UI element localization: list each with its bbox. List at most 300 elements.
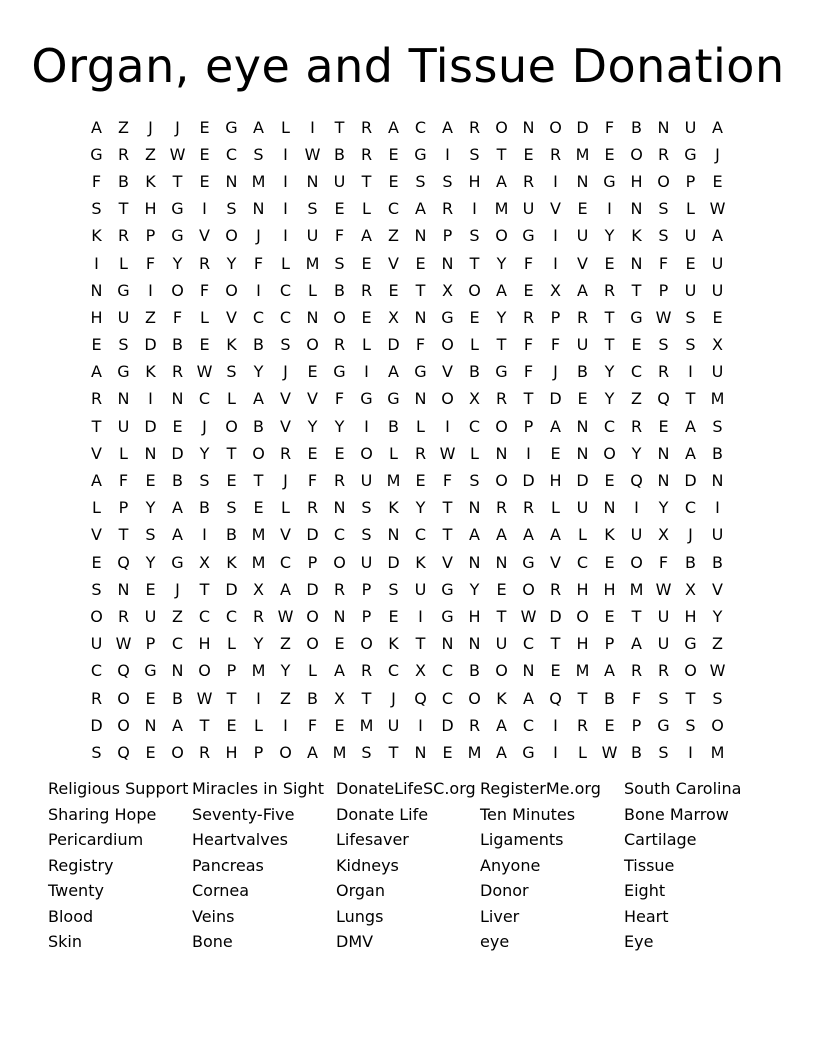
grid-letter: J	[283, 471, 288, 491]
grid-letter: L	[308, 280, 317, 300]
grid-letter: P	[226, 661, 237, 681]
grid-letter: R	[333, 579, 346, 599]
grid-letter: Z	[172, 606, 183, 626]
grid-letter: R	[603, 280, 616, 300]
grid-letter: T	[631, 280, 642, 300]
grid-letter: I	[688, 362, 693, 382]
grid-letter: X	[685, 579, 696, 599]
grid-letter: T	[118, 525, 129, 545]
grid-letter: J	[256, 226, 261, 246]
grid-letter: A	[253, 117, 264, 137]
grid-letter: M	[710, 742, 725, 762]
grid-letter: T	[496, 335, 507, 355]
grid-letter: S	[469, 226, 480, 246]
grid-letter: N	[711, 471, 724, 491]
grid-row	[83, 141, 743, 168]
grid-letter: R	[306, 498, 319, 518]
grid-letter: E	[334, 443, 345, 463]
grid-letter: R	[90, 389, 103, 409]
grid-letter: A	[523, 525, 534, 545]
grid-letter: G	[387, 389, 400, 409]
grid-letter: R	[657, 144, 670, 164]
grid-letter: L	[578, 525, 587, 545]
word-bank-item: Lungs	[336, 906, 384, 926]
grid-letter: R	[117, 144, 130, 164]
grid-letter: O	[684, 661, 697, 681]
grid-letter: S	[91, 579, 102, 599]
grid-row	[83, 277, 743, 304]
grid-letter: C	[333, 525, 346, 545]
grid-letter: N	[522, 117, 535, 137]
grid-letter: N	[306, 171, 319, 191]
grid-letter: G	[414, 144, 427, 164]
grid-letter: K	[496, 688, 507, 708]
grid-letter: I	[553, 226, 558, 246]
grid-letter: U	[522, 199, 535, 219]
grid-letter: V	[280, 389, 291, 409]
grid-letter: Y	[712, 606, 723, 626]
grid-letter: C	[225, 606, 238, 626]
grid-letter: N	[333, 498, 346, 518]
word-bank-item: Blood	[48, 906, 94, 926]
word-bank-item: Heartvalves	[192, 830, 288, 849]
grid-letter: A	[172, 525, 183, 545]
grid-letter: T	[685, 389, 696, 409]
grid-letter: S	[361, 498, 372, 518]
grid-letter: O	[171, 742, 184, 762]
grid-letter: Q	[630, 471, 643, 491]
grid-letter: O	[468, 688, 481, 708]
grid-letter: C	[387, 661, 400, 681]
grid-letter: U	[414, 579, 427, 599]
grid-letter: E	[145, 742, 156, 762]
grid-letter: O	[441, 335, 454, 355]
grid-letter: E	[415, 471, 426, 491]
grid-letter: A	[631, 634, 642, 654]
grid-letter: I	[607, 199, 612, 219]
word-bank-column	[480, 778, 624, 957]
grid-letter: N	[414, 226, 427, 246]
grid-row	[83, 332, 743, 359]
grid-letter: K	[91, 226, 102, 246]
grid-row	[83, 359, 743, 386]
grid-letter: D	[144, 335, 157, 355]
grid-letter: B	[604, 688, 615, 708]
grid-letter: Y	[307, 416, 318, 436]
grid-letter: G	[522, 742, 535, 762]
grid-letter: I	[553, 171, 558, 191]
grid-letter: A	[496, 715, 507, 735]
grid-letter: R	[117, 606, 130, 626]
grid-letter: Y	[469, 579, 480, 599]
grid-letter: J	[688, 525, 693, 545]
grid-letter: E	[91, 552, 102, 572]
grid-letter: N	[387, 525, 400, 545]
grid-letter: C	[198, 606, 211, 626]
grid-letter: U	[387, 715, 400, 735]
grid-letter: C	[603, 416, 616, 436]
grid-letter: T	[631, 606, 642, 626]
grid-letter: E	[712, 307, 723, 327]
grid-letter: O	[360, 443, 373, 463]
grid-letter: V	[577, 253, 588, 273]
grid-letter: X	[415, 661, 426, 681]
grid-letter: E	[226, 715, 237, 735]
grid-letter: V	[712, 579, 723, 599]
grid-letter: E	[577, 389, 588, 409]
grid-letter: P	[253, 742, 264, 762]
grid-letter: A	[91, 117, 102, 137]
grid-letter: L	[281, 253, 290, 273]
grid-letter: A	[496, 525, 507, 545]
grid-letter: U	[144, 606, 157, 626]
grid-letter: S	[685, 307, 696, 327]
grid-letter: E	[523, 144, 534, 164]
word-bank-item: Religious Support	[48, 779, 189, 798]
grid-letter: H	[90, 307, 103, 327]
grid-letter: U	[117, 307, 130, 327]
grid-letter: D	[171, 443, 184, 463]
grid-letter: L	[362, 199, 371, 219]
word-bank-item: Lifesaver	[336, 830, 409, 849]
grid-letter: P	[361, 606, 372, 626]
grid-letter: I	[688, 742, 693, 762]
word-bank-item: Registry	[48, 855, 114, 875]
grid-letter: V	[307, 389, 318, 409]
grid-letter: F	[172, 307, 183, 327]
grid-letter: N	[576, 416, 589, 436]
grid-letter: R	[198, 742, 211, 762]
grid-letter: E	[469, 307, 480, 327]
grid-letter: R	[495, 498, 508, 518]
grid-letter: Y	[604, 226, 615, 246]
grid-letter: B	[199, 498, 210, 518]
grid-letter: O	[279, 742, 292, 762]
grid-row	[83, 413, 743, 440]
grid-letter: E	[91, 335, 102, 355]
grid-letter: J	[148, 117, 153, 137]
grid-letter: L	[416, 416, 425, 436]
grid-letter: M	[575, 661, 590, 681]
grid-letter: M	[629, 579, 644, 599]
grid-letter: A	[91, 471, 102, 491]
grid-letter: E	[604, 253, 615, 273]
grid-letter: E	[523, 280, 534, 300]
grid-letter: N	[414, 742, 427, 762]
grid-letter: I	[634, 498, 639, 518]
grid-letter: D	[144, 416, 157, 436]
grid-letter: R	[630, 661, 643, 681]
grid-letter: A	[388, 117, 399, 137]
grid-letter: L	[551, 498, 560, 518]
grid-letter: S	[415, 171, 426, 191]
grid-letter: R	[630, 416, 643, 436]
grid-letter: Y	[496, 307, 507, 327]
grid-letter: I	[715, 498, 720, 518]
grid-letter: R	[657, 661, 670, 681]
grid-letter: O	[630, 552, 643, 572]
grid-letter: S	[145, 525, 156, 545]
grid-letter: K	[415, 552, 426, 572]
grid-letter: R	[522, 171, 535, 191]
grid-letter: S	[712, 416, 723, 436]
grid-letter: U	[711, 253, 724, 273]
grid-row	[83, 168, 743, 195]
grid-letter: S	[361, 742, 372, 762]
grid-letter: E	[334, 634, 345, 654]
word-bank-item: Bone Marrow	[624, 804, 729, 824]
grid-letter: O	[225, 280, 238, 300]
grid-letter: B	[118, 171, 129, 191]
grid-letter: C	[576, 552, 589, 572]
grid-letter: C	[279, 307, 292, 327]
grid-letter: K	[145, 171, 156, 191]
grid-letter: M	[251, 525, 266, 545]
grid-letter: F	[415, 335, 426, 355]
grid-letter: T	[118, 199, 129, 219]
grid-letter: I	[283, 171, 288, 191]
grid-letter: T	[496, 144, 507, 164]
grid-letter: I	[364, 362, 369, 382]
grid-letter: F	[334, 389, 345, 409]
grid-letter: D	[549, 606, 562, 626]
grid-letter: O	[333, 552, 346, 572]
grid-letter: I	[283, 715, 288, 735]
grid-letter: T	[226, 688, 237, 708]
grid-letter: L	[254, 715, 263, 735]
grid-letter: T	[577, 688, 588, 708]
grid-letter: C	[522, 715, 535, 735]
grid-letter: C	[279, 552, 292, 572]
grid-letter: Y	[604, 362, 615, 382]
grid-letter: N	[657, 443, 670, 463]
grid-letter: B	[172, 471, 183, 491]
grid-letter: N	[414, 389, 427, 409]
grid-letter: X	[334, 688, 345, 708]
grid-letter: U	[711, 525, 724, 545]
grid-letter: N	[468, 498, 481, 518]
grid-letter: F	[118, 471, 129, 491]
grid-letter: W	[655, 307, 672, 327]
grid-letter: W	[169, 144, 186, 164]
grid-row	[83, 114, 743, 141]
grid-letter: S	[199, 471, 210, 491]
grid-letter: U	[630, 525, 643, 545]
grid-letter: M	[251, 661, 266, 681]
word-bank-item: Ten Minutes	[480, 804, 576, 824]
grid-letter: G	[144, 661, 157, 681]
grid-letter: V	[442, 552, 453, 572]
grid-letter: F	[91, 171, 102, 191]
grid-letter: T	[172, 171, 183, 191]
grid-letter: D	[684, 471, 697, 491]
grid-letter: H	[468, 606, 481, 626]
grid-letter: T	[604, 307, 615, 327]
grid-letter: G	[603, 171, 616, 191]
grid-letter: F	[307, 471, 318, 491]
grid-letter: N	[90, 280, 103, 300]
grid-letter: N	[495, 443, 508, 463]
grid-letter: U	[684, 280, 697, 300]
grid-letter: R	[441, 199, 454, 219]
grid-letter: C	[441, 688, 454, 708]
grid-letter: J	[175, 117, 180, 137]
grid-letter: V	[280, 416, 291, 436]
grid-letter: W	[196, 688, 213, 708]
grid-letter: Q	[117, 742, 130, 762]
grid-letter: C	[414, 525, 427, 545]
grid-letter: O	[360, 634, 373, 654]
grid-letter: E	[199, 335, 210, 355]
grid-letter: W	[439, 443, 456, 463]
grid-letter: L	[281, 498, 290, 518]
grid-letter: S	[361, 525, 372, 545]
grid-letter: K	[604, 525, 615, 545]
grid-letter: A	[496, 280, 507, 300]
grid-letter: U	[360, 552, 373, 572]
grid-letter: U	[657, 634, 670, 654]
word-bank-item: Miracles in Sight	[192, 779, 324, 798]
word-bank	[48, 778, 768, 957]
grid-row	[83, 631, 743, 658]
grid-letter: Y	[145, 498, 156, 518]
grid-letter: Z	[145, 307, 156, 327]
grid-letter: S	[226, 498, 237, 518]
grid-letter: Y	[631, 443, 642, 463]
grid-letter: S	[226, 362, 237, 382]
grid-letter: B	[226, 525, 237, 545]
grid-letter: B	[334, 144, 345, 164]
grid-letter: O	[495, 471, 508, 491]
grid-row	[83, 658, 743, 685]
grid-letter: E	[685, 253, 696, 273]
grid-letter: F	[199, 280, 210, 300]
grid-letter: S	[307, 199, 318, 219]
grid-letter: O	[117, 715, 130, 735]
grid-letter: O	[198, 661, 211, 681]
grid-letter: G	[657, 715, 670, 735]
word-bank-item: eye	[480, 932, 510, 951]
grid-letter: T	[523, 389, 534, 409]
grid-letter: N	[333, 606, 346, 626]
grid-letter: C	[225, 144, 238, 164]
grid-letter: Y	[199, 443, 210, 463]
grid-letter: R	[522, 307, 535, 327]
grid-letter: S	[226, 199, 237, 219]
grid-letter: R	[333, 335, 346, 355]
grid-letter: K	[388, 634, 399, 654]
grid-letter: F	[658, 552, 669, 572]
grid-letter: F	[442, 471, 453, 491]
grid-letter: T	[361, 171, 372, 191]
grid-letter: T	[469, 253, 480, 273]
grid-letter: I	[445, 144, 450, 164]
grid-letter: G	[117, 280, 130, 300]
grid-letter: G	[225, 117, 238, 137]
grid-letter: V	[91, 525, 102, 545]
grid-letter: O	[333, 307, 346, 327]
grid-letter: F	[523, 253, 534, 273]
grid-letter: N	[468, 634, 481, 654]
word-bank-item: Heart	[624, 906, 669, 926]
grid-letter: E	[199, 144, 210, 164]
grid-letter: N	[252, 199, 265, 219]
grid-letter: A	[604, 661, 615, 681]
grid-letter: M	[386, 471, 401, 491]
grid-letter: J	[202, 416, 207, 436]
grid-letter: E	[145, 471, 156, 491]
grid-letter: G	[684, 144, 697, 164]
grid-letter: E	[604, 715, 615, 735]
grid-letter: A	[577, 280, 588, 300]
grid-row	[83, 603, 743, 630]
grid-letter: B	[577, 362, 588, 382]
grid-letter: H	[684, 606, 697, 626]
word-bank-column	[192, 778, 336, 957]
grid-letter: J	[715, 144, 720, 164]
grid-letter: N	[441, 253, 454, 273]
grid-letter: W	[115, 634, 132, 654]
grid-letter: T	[415, 280, 426, 300]
grid-letter: K	[226, 335, 237, 355]
grid-letter: A	[550, 416, 561, 436]
grid-row	[83, 576, 743, 603]
grid-letter: R	[117, 226, 130, 246]
grid-letter: W	[304, 144, 321, 164]
grid-letter: U	[657, 606, 670, 626]
word-bank-item: Pericardium	[48, 830, 144, 849]
grid-letter: E	[334, 199, 345, 219]
grid-letter: I	[148, 280, 153, 300]
grid-letter: X	[550, 280, 561, 300]
grid-letter: S	[658, 226, 669, 246]
grid-letter: V	[199, 226, 210, 246]
grid-letter: P	[145, 226, 156, 246]
grid-letter: Y	[226, 253, 237, 273]
grid-letter: X	[712, 335, 723, 355]
grid-letter: E	[199, 171, 210, 191]
grid-letter: A	[523, 688, 534, 708]
grid-letter: O	[306, 634, 319, 654]
grid-letter: D	[522, 471, 535, 491]
grid-letter: G	[117, 362, 130, 382]
grid-letter: T	[334, 117, 345, 137]
grid-letter: H	[144, 199, 157, 219]
grid-letter: S	[91, 742, 102, 762]
grid-letter: U	[684, 226, 697, 246]
grid-letter: Y	[253, 634, 264, 654]
grid-letter: N	[576, 171, 589, 191]
word-bank-item: Veins	[192, 906, 235, 926]
grid-letter: G	[171, 199, 184, 219]
grid-letter: A	[172, 498, 183, 518]
grid-letter: Y	[496, 253, 507, 273]
grid-letter: F	[658, 253, 669, 273]
grid-letter: I	[94, 253, 99, 273]
grid-letter: B	[388, 416, 399, 436]
grid-row	[83, 440, 743, 467]
grid-letter: B	[307, 688, 318, 708]
grid-letter: O	[306, 335, 319, 355]
grid-letter: B	[712, 552, 723, 572]
grid-letter: P	[307, 552, 318, 572]
grid-letter: X	[469, 389, 480, 409]
grid-letter: Y	[604, 389, 615, 409]
grid-letter: R	[252, 606, 265, 626]
word-bank-item: Skin	[48, 932, 83, 951]
grid-letter: B	[685, 552, 696, 572]
grid-letter: S	[442, 171, 453, 191]
